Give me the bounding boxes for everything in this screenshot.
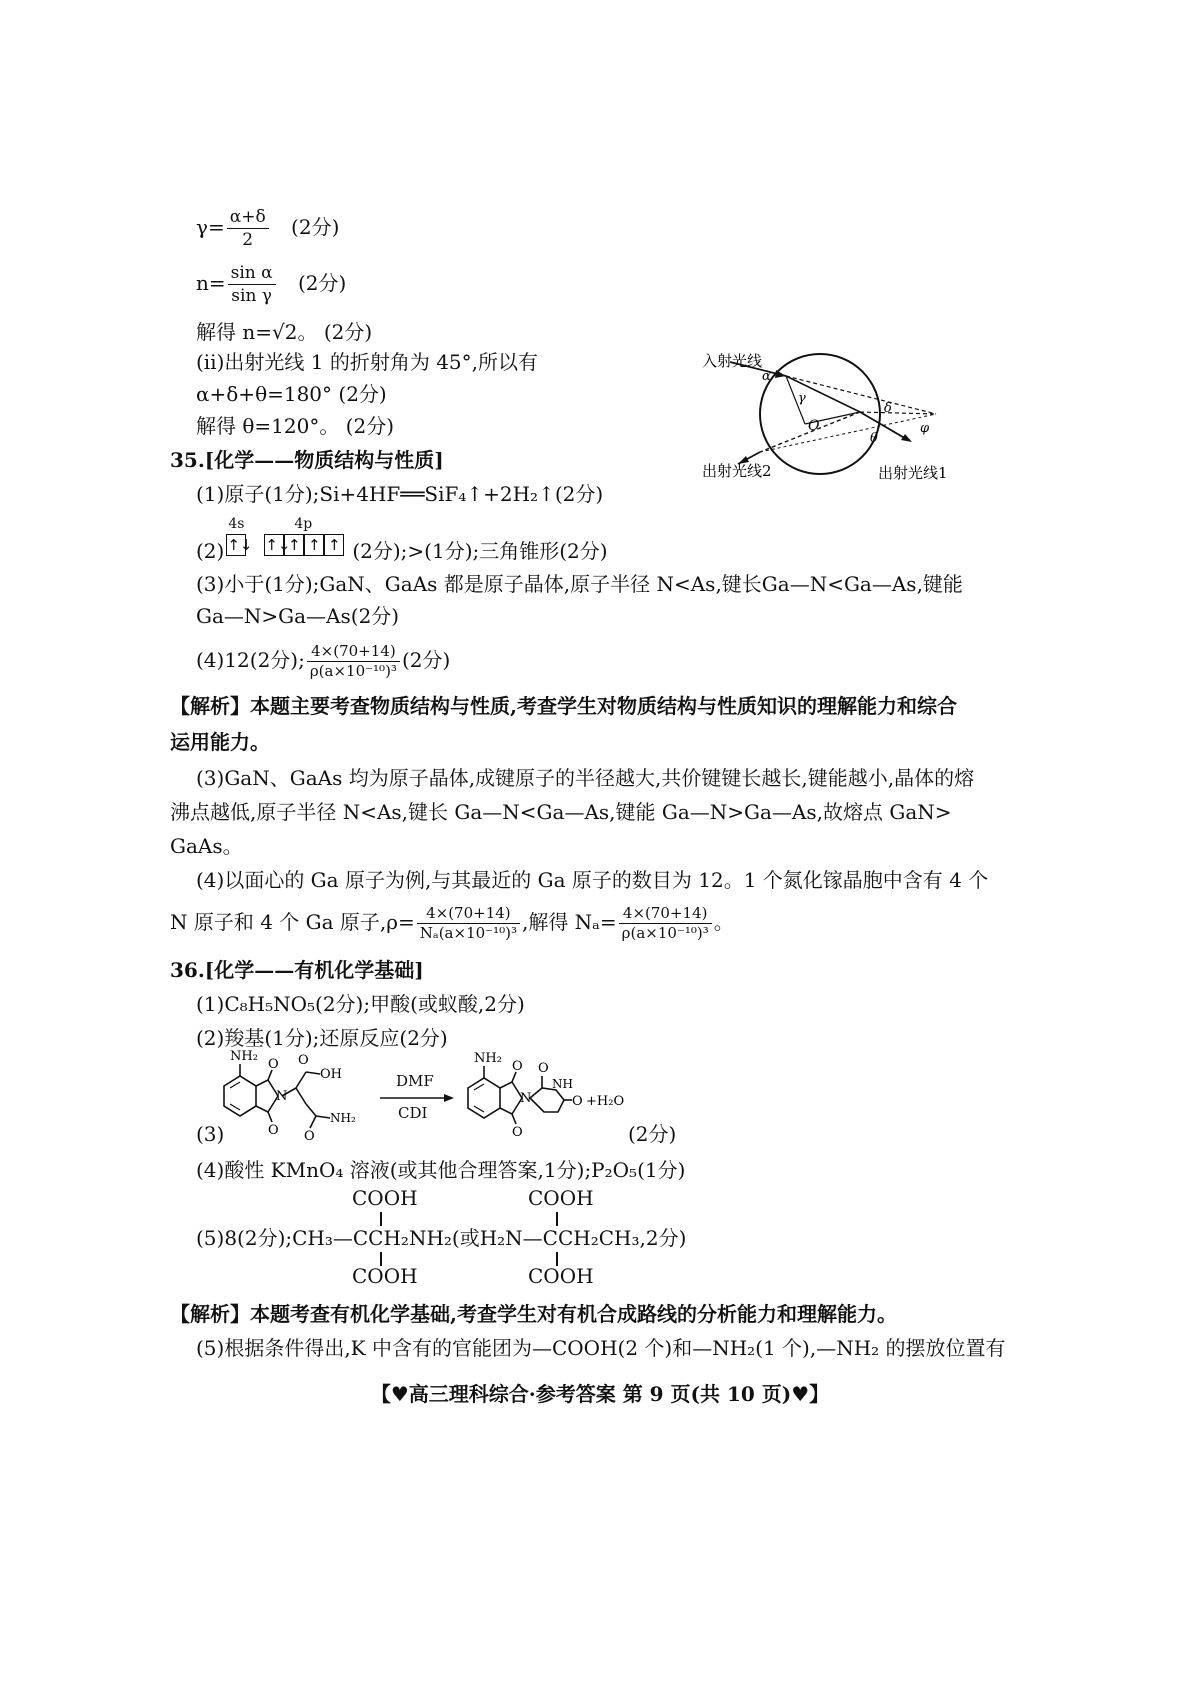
reactant-structure <box>210 1042 370 1142</box>
orbital-4p-box: ↑↓ <box>265 536 291 554</box>
q35-answer-4 <box>196 642 450 681</box>
q36-answer-2: (2)羧基(1分);还原反应(2分) <box>196 1026 448 1050</box>
q35-exp4-line2 <box>170 904 734 943</box>
angle-sum-line: α+δ+θ=180° (2分) <box>196 382 387 406</box>
q36-heading: 36.[化学——有机化学基础] <box>170 958 424 982</box>
orbital-4s-label: 4s <box>228 516 245 532</box>
n-denominator: sin γ <box>231 286 272 306</box>
reactant-o-label: O <box>304 1129 315 1144</box>
condition-cdi: CDI <box>398 1104 428 1122</box>
q35-answer-2 <box>196 516 608 565</box>
q35-exp3-line2: 沸点越低,原子半径 N<As,键长 Ga—N<Ga—As,键能 Ga—N>Ga—As,故熔点 GaN> <box>170 800 952 824</box>
q36-answer-1: (1)C₈H₅NO₅(2分);甲酸(或蚁酸,2分) <box>196 992 525 1016</box>
q36-a3-score: (2分) <box>628 1122 677 1146</box>
reactant-double-bond <box>230 1104 240 1110</box>
q35-exp3-line1: (3)GaN、GaAs 均为原子晶体,成键原子的半径越大,共价键键长越长,键能越小,晶体的熔 <box>196 766 975 790</box>
q35-exp4-b: ,解得 Nₐ= <box>521 910 617 934</box>
reactant-bond <box>296 1088 306 1104</box>
q36-a5-top-cooh-1: COOH <box>352 1186 418 1210</box>
gamma-equation <box>196 206 339 251</box>
orbital-4p-box: ↑ <box>304 534 324 556</box>
reactant-bond <box>306 1072 320 1074</box>
product-double-bond <box>474 1084 484 1090</box>
page-footer: 【♥高三理科综合·参考答案 第 9 页(共 10 页)♥】 <box>370 1382 830 1406</box>
product-bond <box>500 1082 512 1088</box>
phi-label: φ <box>920 421 930 436</box>
orbital-4p <box>264 516 352 558</box>
q35-a4-fraction <box>307 642 400 681</box>
reactant-bond <box>256 1106 268 1112</box>
q35-exp4-denominator-2: ρ(a×10⁻¹⁰)³ <box>621 924 709 942</box>
delta-label: δ <box>884 401 892 416</box>
orbital-4s <box>224 516 254 558</box>
q35-a2-prefix: (2) <box>196 539 225 563</box>
reactant-bond <box>256 1080 268 1086</box>
exit1-label: 出射光线1 <box>878 464 948 482</box>
exit2-label: 出射光线2 <box>702 462 772 480</box>
exit1-arrow-icon <box>901 434 912 442</box>
condition-dmf: DMF <box>396 1072 434 1090</box>
q36-answer-5: (5)8(2分);CH₃—CCH₂NH₂(或H₂N—CCH₂CH₃,2分) <box>196 1226 687 1250</box>
q35-exp4-numerator-1: 4×(70+14) <box>417 904 520 924</box>
q35-a4-numerator: 4×(70+14) <box>307 642 400 662</box>
product-n-label: N <box>520 1091 532 1106</box>
product-nh-label: NH <box>552 1077 573 1091</box>
q35-a4-denominator: ρ(a×10⁻¹⁰)³ <box>309 662 397 680</box>
q35-a4-prefix: (4)12(2分); <box>196 648 305 672</box>
gamma-label: γ <box>798 391 806 406</box>
reactant-oh-label: OH <box>320 1067 342 1082</box>
theta-label: θ <box>870 431 878 446</box>
n-equation <box>196 262 346 307</box>
reactant-double-bond <box>230 1082 240 1088</box>
extended-exit2-line <box>760 414 936 452</box>
optics-diagram <box>700 348 960 488</box>
product-nh2-label: NH₂ <box>474 1051 502 1066</box>
q35-exp4-a: N 原子和 4 个 Ga 原子,ρ= <box>170 910 415 934</box>
orbital-4s-box: ↑↓ <box>227 536 253 554</box>
extended-exit-line <box>860 412 936 414</box>
q35-analysis-line1: 【解析】本题主要考查物质结构与性质,考查学生对物质结构与性质知识的理解能力和综合 <box>170 694 957 718</box>
q35-answer-1: (1)原子(1分);Si+4HF══SiF₄↑+2H₂↑(2分) <box>196 482 604 506</box>
q35-exp4-numerator-2: 4×(70+14) <box>619 904 712 924</box>
reactant-nh2-label: NH₂ <box>230 1049 258 1064</box>
q36-exp5-line1: (5)根据条件得出,K 中含有的官能团为—COOH(2 个)和—NH₂(1 个),—NH₂ 的摆放位置有 <box>196 1336 1006 1360</box>
q35-heading: 35.[化学——物质结构与性质] <box>170 448 444 472</box>
reactant-o-label: O <box>268 1123 279 1138</box>
q35-exp4-line1: (4)以面心的 Ga 原子为例,与其最近的 Ga 原子的数目为 12。1 个氮化镓晶胞中含有 4 个 <box>196 868 989 892</box>
q35-exp4-fraction-2 <box>619 904 712 943</box>
gamma-denominator: 2 <box>242 230 254 250</box>
q35-a4-score: (2分) <box>401 648 451 672</box>
alpha-label: α <box>762 369 771 384</box>
product-water-label: +H₂O <box>586 1094 625 1109</box>
orbital-4p-label: 4p <box>294 516 313 532</box>
orbital-4p-box: ↑ <box>324 534 344 556</box>
reactant-bond <box>306 1104 316 1116</box>
product-bond <box>500 1108 512 1114</box>
reactant-n-label: N <box>276 1089 288 1104</box>
reactant-o-label: O <box>298 1053 309 1068</box>
solve-theta-line: 解得 θ=120°。 (2分) <box>196 414 395 438</box>
q36-a5-top-cooh-2: COOH <box>528 1186 594 1210</box>
q35-answer-3-line1: (3)小于(1分);GaN、GaAs 都是原子晶体,原子半径 N<As,键长Ga—N<Ga—As,键能 <box>196 572 963 596</box>
q35-answer-3-line2: Ga—N>Ga—As(2分) <box>196 604 400 628</box>
q36-a5-bottom-cooh-1: COOH <box>352 1264 418 1288</box>
gamma-fraction <box>227 206 269 251</box>
reactant-bond <box>296 1072 306 1088</box>
product-o-label: O <box>512 1059 523 1074</box>
center-label: O <box>808 418 820 434</box>
n-score: (2分) <box>298 271 347 295</box>
exit-ray-1 <box>860 412 908 440</box>
q36-a5-bottom-cooh-2: COOH <box>528 1264 594 1288</box>
reactant-bond <box>268 1112 272 1122</box>
n-lhs: n= <box>196 271 226 295</box>
orbital-4p-box: ↑ <box>284 534 304 556</box>
reactant-bond <box>316 1116 330 1118</box>
q36-analysis-line1: 【解析】本题考查有机化学基础,考查学生对有机合成路线的分析能力和理解能力。 <box>170 1302 897 1326</box>
incident-arrow-icon <box>775 370 786 378</box>
gamma-score: (2分) <box>291 215 340 239</box>
q35-exp3-line3: GaAs。 <box>170 834 243 858</box>
extended-incident-line <box>786 376 936 414</box>
q35-a2-rest: (2分);>(1分);三角锥形(2分) <box>352 539 608 563</box>
product-o-label: O <box>538 1061 549 1076</box>
part-ii-line: (ⅱ)出射光线 1 的折射角为 45°,所以有 <box>196 350 539 374</box>
product-double-bond <box>474 1106 484 1112</box>
q35-exp4-denominator-1: Nₐ(a×10⁻¹⁰)³ <box>419 924 517 942</box>
q35-analysis-line2: 运用能力。 <box>170 730 270 754</box>
solve-n-line: 解得 n=√2。 (2分) <box>196 320 373 344</box>
n-fraction <box>228 262 276 307</box>
reaction-arrow-icon <box>380 1092 456 1104</box>
q36-a3-prefix: (3) <box>196 1122 225 1146</box>
reactant-o-label: O <box>268 1057 279 1072</box>
n-numerator: sin α <box>228 262 276 285</box>
q36-answer-4: (4)酸性 KMnO₄ 溶液(或其他合理答案,1分);P₂O₅(1分) <box>196 1158 686 1182</box>
incident-label: 入射光线 <box>702 352 763 370</box>
product-bond <box>512 1114 516 1124</box>
q35-exp4-end: 。 <box>713 910 734 934</box>
reactant-bond <box>310 1116 316 1128</box>
product-o-label: O <box>512 1125 523 1140</box>
gamma-lhs: γ= <box>196 215 225 239</box>
reactant-amide-label: NH₂ <box>330 1111 356 1125</box>
product-o-label: O <box>572 1094 583 1109</box>
product-glutarimide-ring <box>530 1088 564 1112</box>
product-structure <box>458 1048 638 1140</box>
q35-exp4-fraction-1 <box>417 904 520 943</box>
gamma-numerator: α+δ <box>227 206 269 229</box>
